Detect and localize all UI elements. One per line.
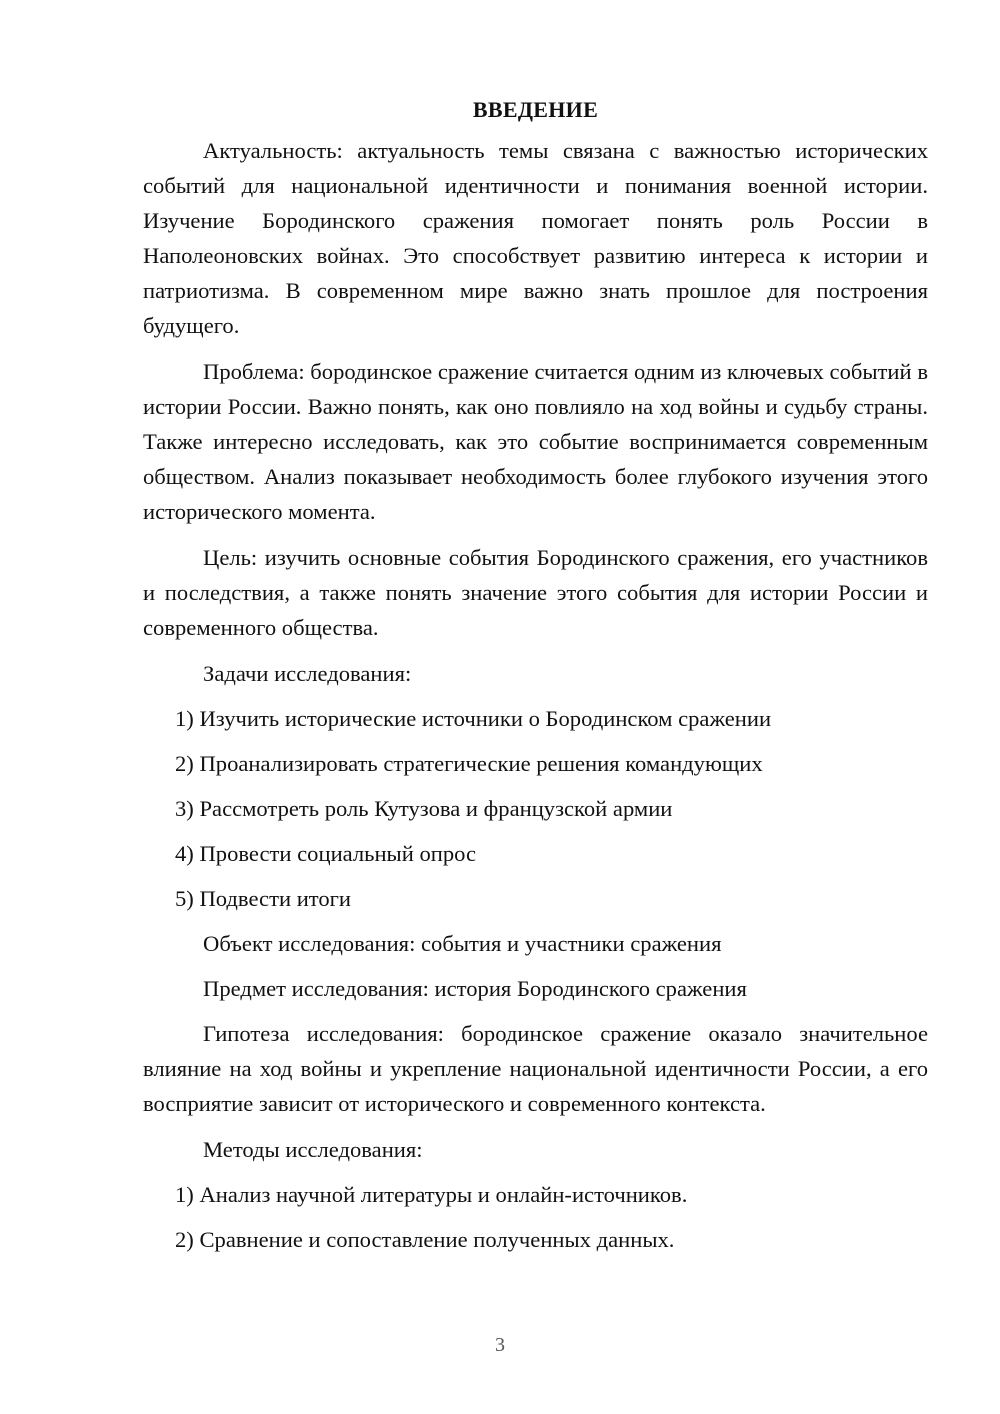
task-item: 2) Проанализировать стратегические решения командующих <box>175 751 763 776</box>
task-item: 5) Подвести итоги <box>175 886 352 911</box>
relevance-paragraph: Актуальность: актуальность темы связана с важностью исторических событий для национальной идентичности и понимания военной истории. Изучение Бородинского сражения помогает понять роль России в Наполеоновских войнах. Это способствует развитию интереса к истории и патриотизма. В современном мире важно знать прошлое для построения будущего. <box>143 138 928 338</box>
task-item: 4) Провести социальный опрос <box>175 841 477 866</box>
object-line: Объект исследования: события и участники сражения <box>203 931 722 956</box>
goal-paragraph: Цель: изучить основные события Бородинского сражения, его участников и последствия, а также понять значение этого события для истории России и современного общества. <box>143 545 928 640</box>
hypothesis-paragraph: Гипотеза исследования: бородинское сражение оказало значительное влияние на ход войны и укрепление национальной идентичности России, а его восприятие зависит от исторического и современного контекста. <box>143 1021 928 1116</box>
document-page <box>143 96 928 1267</box>
method-item: 1) Анализ научной литературы и онлайн-источников. <box>175 1182 688 1207</box>
tasks-title: Задачи исследования: <box>203 661 412 686</box>
problem-paragraph: Проблема: бородинское сражение считается одним из ключевых событий в истории России. Важно понять, как оно повлияло на ход войны и судьбу страны. Также интересно исследовать, как это событие воспринимается современным обществом. Анализ показывает необходимость более глубокого изучения этого исторического момента. <box>143 359 928 524</box>
method-item: 2) Сравнение и сопоставление полученных данных. <box>175 1227 675 1252</box>
methods-list <box>143 1177 928 1257</box>
subject-line: Предмет исследования: история Бородинского сражения <box>203 976 747 1001</box>
methods-title: Методы исследования: <box>203 1137 423 1162</box>
section-heading: ВВЕДЕНИЕ <box>472 97 599 122</box>
task-item: 1) Изучить исторические источники о Бородинском сражении <box>175 706 772 731</box>
page-number: 3 <box>495 1334 505 1356</box>
task-item: 3) Рассмотреть роль Кутузова и французской армии <box>175 796 673 821</box>
tasks-list <box>143 701 928 916</box>
